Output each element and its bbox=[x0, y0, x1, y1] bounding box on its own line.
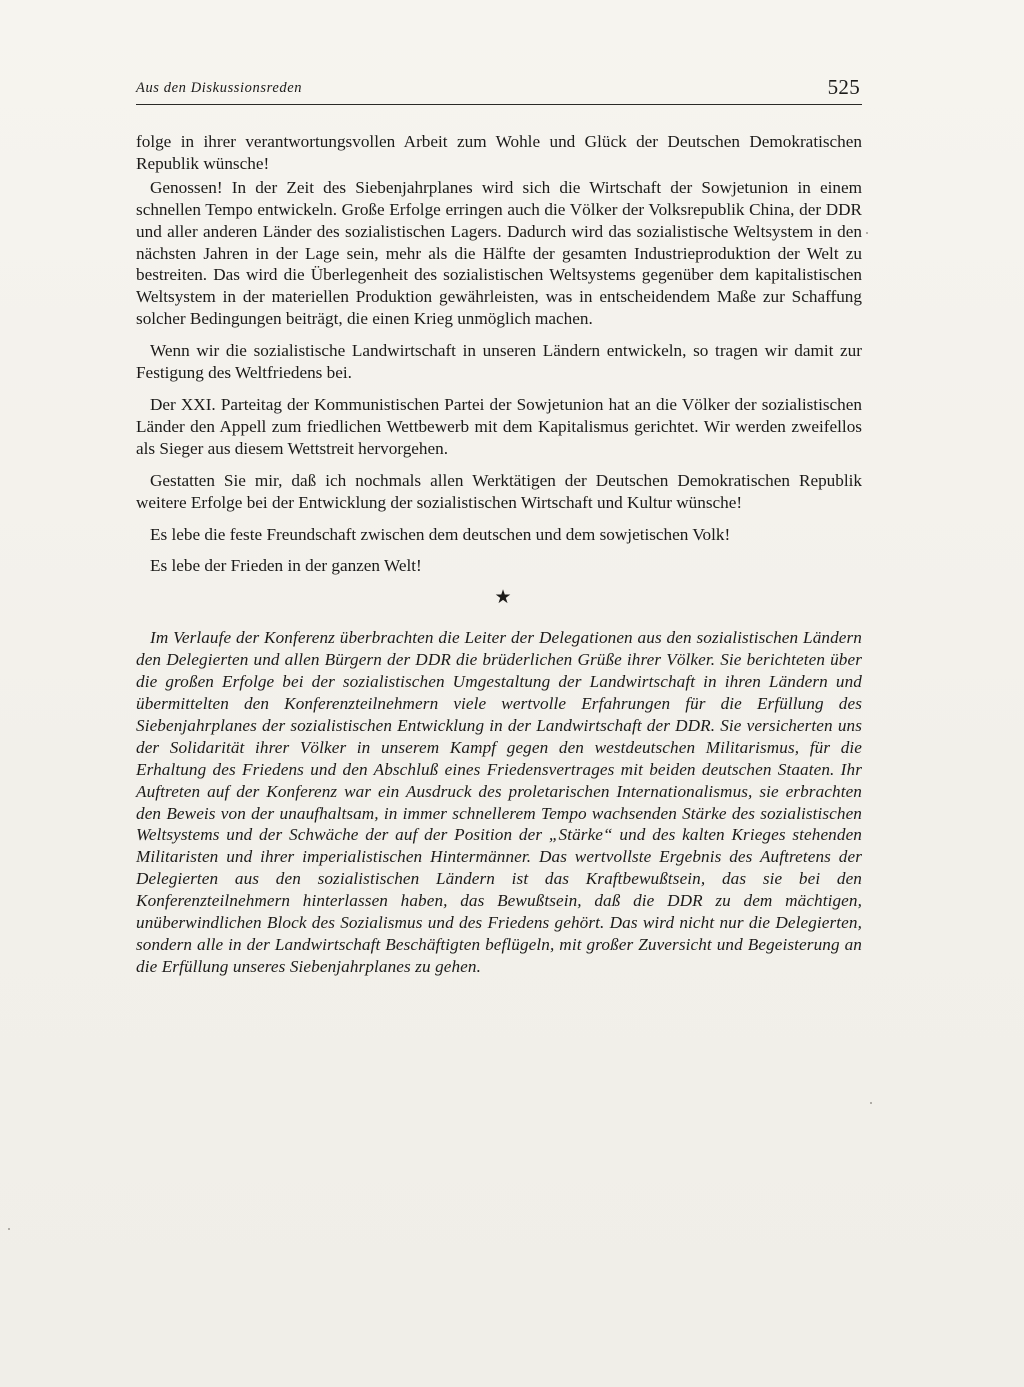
running-head: Aus den Diskussionsreden bbox=[136, 80, 303, 96]
paragraph-frieden: Es lebe der Frieden in der ganzen Welt! bbox=[150, 556, 422, 576]
paragraph-continuation: folge in ihrer verantwortungsvollen Arbeit zum Wohle und Glück der Deutschen Demokratischen Republik wünsche! bbox=[136, 132, 862, 173]
paragraph-landwirtschaft: Wenn wir die sozialistische Landwirtschaft in unseren Ländern entwickeln, so tragen wir damit zur Festigung des Weltfriedens bei. bbox=[136, 341, 862, 383]
paragraph-siebenjahrplan: Genossen! In der Zeit des Siebenjahrplanes wird sich die Wirtschaft der Sowjetunion in einem schnellen Tempo entwickeln. Große Erfolge erringen auch die Völker der Volksrepublik China, der DDR und aller anderen Länder des sozialistischen Lagers. Dadurch wird das sozialistische Weltsystem in den nächsten Jahren in der Lage sein, mehr als die Hälfte der gesamten Industrieproduktion der Welt zu bestreiten. Das wird die Überlegenheit des sozialistischen Weltsystems gegenüber dem kapitalistischen Weltsystem in der materiellen Produktion gewährleisten, was in entscheidendem Maße zur Schaffung solcher Bedingungen beiträgt, die einen Krieg unmöglich machen. bbox=[136, 177, 862, 329]
paper-speck bbox=[8, 1228, 10, 1230]
paragraph-gestatten: Gestatten Sie mir, daß ich nochmals allen Werktätigen der Deutschen Demokratischen Republik weitere Erfolge bei der Entwicklung der sozialistischen Wirtschaft und Kultur wünsche! bbox=[136, 470, 862, 512]
paper-speck bbox=[866, 232, 868, 234]
page-number: 525 bbox=[827, 75, 860, 99]
body-text bbox=[136, 131, 862, 988]
header-rule bbox=[136, 104, 862, 105]
paragraph-parteitag: Der XXI. Parteitag der Kommunistischen Partei der Sowjetunion hat an die Völker der sozialistischen Länder den Appell zum friedlichen Wettbewerb mit dem Kapitalismus gerichtet. Wir werden zweifellos als Sieger aus diesem Wettstreit hervorgehen. bbox=[136, 394, 862, 458]
paragraph-freundschaft: Es lebe die feste Freundschaft zwischen dem deutschen und dem sowjetischen Volk! bbox=[150, 524, 731, 544]
page-header bbox=[136, 76, 862, 106]
italic-summary-paragraph: Im Verlaufe der Konferenz überbrachten die Leiter der Delegationen aus den sozialistischen Ländern den Delegierten und allen Bürgern der DDR die brüderlichen Grüße ihrer Völker. Sie berichteten über die großen Erfolge bei der sozialistischen Umgestaltung der Landwirtschaft in ihren Ländern und übermittelten den Konferenzteilnehmern viele wertvolle Erfahrungen für die Erfüllung des Siebenjahrplanes der sozialistischen Entwicklung in der Landwirtschaft der DDR. Sie versicherten uns der Solidarität ihrer Völker in unserem Kampf gegen den westdeutschen Militarismus, für die Erhaltung des Friedens und den Abschluß eines Friedensvertrages mit beiden deutschen Staaten. Ihr Auftreten auf der Konferenz war ein Ausdruck des proletarischen Internationalismus, sie erbrachten den Beweis von der unaufhaltsam, in immer schnellerem Tempo wachsenden Stärke des sozialistischen Weltsystems und der Schwäche der auf der Position der „Stärke“ und des kalten Krieges stehenden Militaristen und ihrer imperialistischen Hintermänner. Das wertvollste Ergebnis des Auftretens der Delegierten aus den sozialistischen Ländern ist das Kraftbewußtsein, das sie bei den Konferenzteilnehmern hinterlassen haben, das Bewußtsein, daß die DDR zu dem mächtigen, unüberwindlichen Block des Sozialismus und des Friedens gehört. Das wird nicht nur die Delegierten, sondern alle in der Landwirtschaft Beschäftigten beflügeln, mit großer Zuversicht und Begeisterung an die Erfüllung unseres Siebenjahrplanes zu gehen. bbox=[136, 628, 862, 976]
star-ornament-icon: ★ bbox=[494, 587, 512, 609]
paper-speck bbox=[870, 1102, 872, 1104]
